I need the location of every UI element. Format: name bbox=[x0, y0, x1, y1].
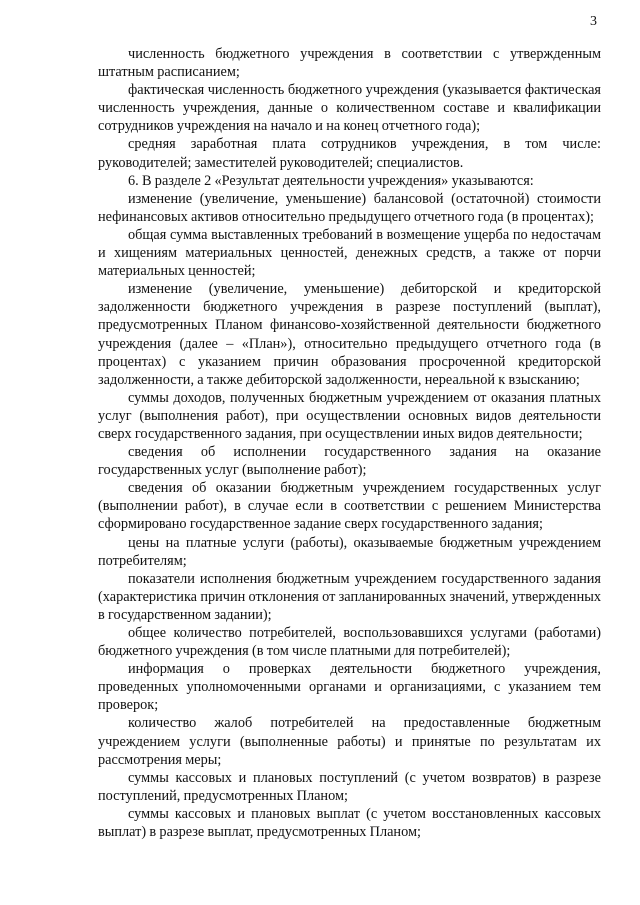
paragraph-consumers-count: общее количество потребителей, воспользовавшихся услугами (работами) бюджетного учреждения (в том числе платными для потребителей); bbox=[98, 625, 601, 660]
paragraph-cash-payments: суммы кассовых и плановых выплат (с учетом восстановленных кассовых выплат) в разрезе выплат, предусмотренных Планом; bbox=[98, 805, 601, 841]
paragraph-actual-staff: фактическая численность бюджетного учреждения (указывается фактическая численность учреждения, данные о количественном составе и квалификации сотрудников учреждения на начало и на конец отчетного года); bbox=[98, 82, 601, 135]
paragraph-services-beyond-task: сведения об оказании бюджетным учреждением государственных услуг (выполнении работ), в случае если в соответствии с решением Министерства сформировано государственное задание сверх государственного задания; bbox=[98, 480, 601, 533]
paragraph-staff-count: численность бюджетного учреждения в соответствии с утвержденным штатным расписанием; bbox=[98, 46, 601, 81]
paragraph-section-2-heading: 6. В разделе 2 «Результат деятельности учреждения» указываются: bbox=[128, 172, 534, 189]
paragraph-inspections-info: информация о проверках деятельности бюджетного учреждения, проведенных уполномоченными органами и организациями, с указанием тем проверок; bbox=[98, 661, 601, 714]
document-body bbox=[98, 45, 601, 841]
paragraph-average-salary: средняя заработная плата сотрудников учреждения, в том числе: руководителей; заместителей руководителей; специалистов. bbox=[98, 136, 601, 171]
paragraph-assets-change: изменение (увеличение, уменьшение) балансовой (остаточной) стоимости нефинансовых активов относительно предыдущего отчетного года (в процентах); bbox=[98, 190, 601, 225]
paragraph-receivables-payables: изменение (увеличение, уменьшение) дебиторской и кредиторской задолженности бюджетного учреждения в разрезе поступлений (выплат), предусмотренных Планом финансово-хозяйственной деятельности бюджетного учреждения (далее – «План»), относительно предыдущего отчетного года (в процентах) с указанием причин образования просроченной кредиторской задолженности, а также дебиторской задолженности, нереальной к взысканию; bbox=[98, 281, 601, 388]
paragraph-task-indicators: показатели исполнения бюджетным учреждением государственного задания (характеристика причин отклонения от запланированных значений, утвержденных в государственном задании); bbox=[98, 570, 601, 623]
paragraph-cash-receipts: суммы кассовых и плановых поступлений (с учетом возвратов) в разрезе поступлений, предусмотренных Планом; bbox=[98, 769, 601, 804]
page-number: 3 bbox=[590, 14, 597, 29]
paragraph-paid-services-prices: цены на платные услуги (работы), оказываемые бюджетным учреждением потребителям; bbox=[98, 534, 601, 569]
paragraph-state-task-execution: сведения об исполнении государственного задания на оказание государственных услуг (выполнение работ); bbox=[98, 444, 601, 479]
paragraph-damage-claims: общая сумма выставленных требований в возмещение ущерба по недостачам и хищениям материальных ценностей, денежных средств, а также от порчи материальных ценностей; bbox=[98, 226, 601, 280]
paragraph-paid-services-income: суммы доходов, полученных бюджетным учреждением от оказания платных услуг (выполнения работ), при осуществлении основных видов деятельности сверх государственного задания, при осуществлении иных видов деятельности; bbox=[98, 389, 601, 442]
paragraph-complaints-count: количество жалоб потребителей на предоставленные бюджетным учреждением услуги (выполненные работы) и принятые по результатам их рассмотрения меры; bbox=[98, 715, 601, 768]
